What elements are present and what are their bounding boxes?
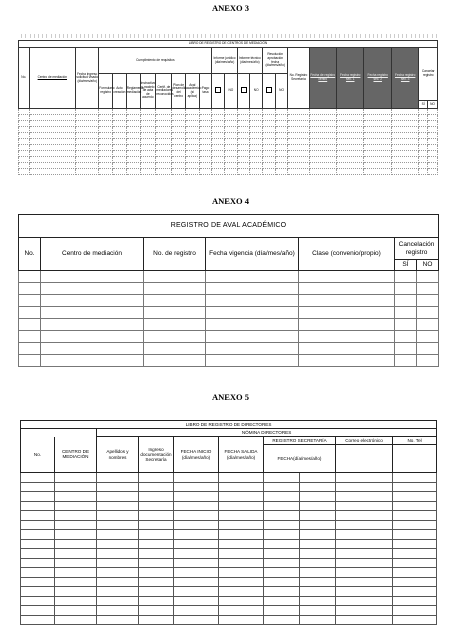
table-row — [21, 615, 437, 625]
annex5-col-tel: No. Tel — [393, 437, 437, 445]
annex3-req-aval: Aval académico (si aplica) — [185, 74, 199, 109]
table-row — [19, 283, 439, 295]
annex4-col-centro: Centro de mediación — [41, 238, 144, 271]
table-row — [21, 587, 437, 597]
annex5-col-fecha-reg: FECHA(día/mes/año) — [264, 445, 336, 473]
annex4-col-cancelacion: Cancelación registro — [395, 238, 439, 260]
table-row — [21, 511, 437, 521]
annex4-col-no-registro: No. de registro — [144, 238, 206, 271]
annex5-correo-blank — [336, 445, 393, 473]
table-row — [21, 549, 437, 559]
annex3-req-formulario: Formulario registro — [99, 74, 113, 109]
annex3-col-dark-1: Fecha de registro centro — [309, 48, 336, 109]
table-row — [21, 492, 437, 502]
annex5-subtitle: NÓMINA DIRECTORES — [97, 429, 437, 437]
annex3-col-resolucion: Resolución aprobación fecha (dia/mes/año) — [263, 48, 288, 74]
annex5-tel-blank — [393, 445, 437, 473]
table-row — [19, 319, 439, 331]
annex5-col-fecha-inicio: FECHA INICIO (día/mes/año) — [174, 437, 219, 473]
table-row — [21, 520, 437, 530]
annex4-col-si: SÍ — [395, 260, 417, 271]
table-row — [19, 355, 439, 367]
annex3-col-cumplimiento: Cumplimiento de requisitos — [99, 48, 212, 74]
annex3-column-ruler — [18, 34, 438, 38]
annex5-col-fecha-salida: FECHA SALIDA (día/mes/año) — [219, 437, 264, 473]
annex3-res-no: NO — [275, 74, 288, 109]
annex3-tec-no: NO — [250, 74, 263, 109]
annex5-body — [21, 473, 437, 625]
annex4-title: ANEXO 4 — [211, 196, 250, 206]
annex3-cancel-no: NO — [427, 101, 437, 109]
annex5-col-no: No. — [21, 437, 55, 473]
annex3-req-pago: Pago tasa — [199, 74, 212, 109]
table-row — [19, 271, 439, 283]
annex3-cancel-si: SÍ — [419, 101, 427, 109]
annex5-title: ANEXO 5 — [211, 392, 250, 402]
annex5-blank — [21, 429, 97, 437]
annex4-table — [18, 214, 439, 367]
annex5-col-centro: CENTRO DE MEDIACIÓN — [55, 437, 97, 473]
annex3-tec-check — [237, 74, 250, 109]
annex3-col-dark-2: Fecha registro sec. 1 — [337, 48, 364, 109]
annex3-body — [19, 109, 438, 175]
annex4-col-fecha: Fecha vigencia (día/mes/año) — [206, 238, 299, 271]
annex4-col-no: No. — [19, 238, 41, 271]
annex3-table — [18, 40, 438, 175]
annex3-title: ANEXO 3 — [211, 3, 250, 13]
annex4-col-no-cancel: NO — [417, 260, 439, 271]
annex3-req-certificados: Certif. de mediadores reconocidos — [156, 74, 172, 109]
annex3-col-informe-juridico: Informe jurídico (dia/mes/año) — [212, 48, 237, 74]
annex3-col-dark-4: Fecha registro sec. 3 — [391, 48, 418, 109]
annex4-body — [19, 271, 439, 367]
annex5-col-apellidos: Apellidos y nombres — [97, 437, 139, 473]
annex3-col-no-registro: No. Registro Secretaría — [288, 48, 309, 109]
table-row — [19, 307, 439, 319]
annex3-table-title: LIBRO DE REGISTRO DE CENTROS DE MEDIACIÓN — [19, 41, 438, 48]
table-row — [19, 331, 439, 343]
table-row — [21, 596, 437, 606]
annex5-col-registro-sec: REGISTRO SECRETARÍA — [264, 437, 336, 445]
table-row — [19, 343, 439, 355]
table-row — [21, 473, 437, 483]
annex5-table-title: LIBRO DE REGISTRO DE DIRECTORES — [21, 421, 437, 429]
table-row — [21, 558, 437, 568]
annex3-req-reglamento: Reglamento mediación — [126, 74, 140, 109]
annex5-col-ingreso: Ingreso documentación Secretaría — [139, 437, 174, 473]
table-row — [21, 606, 437, 616]
table-row — [21, 501, 437, 511]
annex3-col-centro: Centro de mediación — [29, 48, 76, 109]
annex3-col-no: No. — [19, 48, 30, 109]
annex3-req-instructivo: Instructivo y modelo de acta de acuerdo — [140, 74, 156, 109]
table-row — [21, 482, 437, 492]
table-row — [21, 530, 437, 540]
annex3-col-fecha-ingreso: Fecha ingreso solicitud visado (dia/mes/año) — [76, 48, 99, 109]
table-row — [19, 295, 439, 307]
annex4-col-clase: Clase (convenio/propio) — [299, 238, 395, 271]
annex3-col-cancelar: Cancelar registro — [419, 48, 438, 101]
table-row — [21, 539, 437, 549]
annex5-table — [20, 420, 437, 625]
annex3-col-informe-tecnico: Informe técnico (dia/mes/año) — [237, 48, 262, 74]
table-row — [21, 568, 437, 578]
annex3-res-check — [263, 74, 276, 109]
annex3-jur-check — [212, 74, 225, 109]
annex3-jur-no: NO — [225, 74, 238, 109]
table-row — [19, 169, 438, 175]
table-row — [21, 577, 437, 587]
annex3-req-plan: Plan de desarrollo del centro — [172, 74, 186, 109]
annex3-col-dark-3: Fecha registro sec. 2 — [364, 48, 391, 109]
annex3-req-acto: Acto creación — [113, 74, 127, 109]
annex5-col-correo: Correo electrónico — [336, 437, 393, 445]
annex4-table-title: REGISTRO DE AVAL ACADÉMICO — [19, 215, 439, 238]
